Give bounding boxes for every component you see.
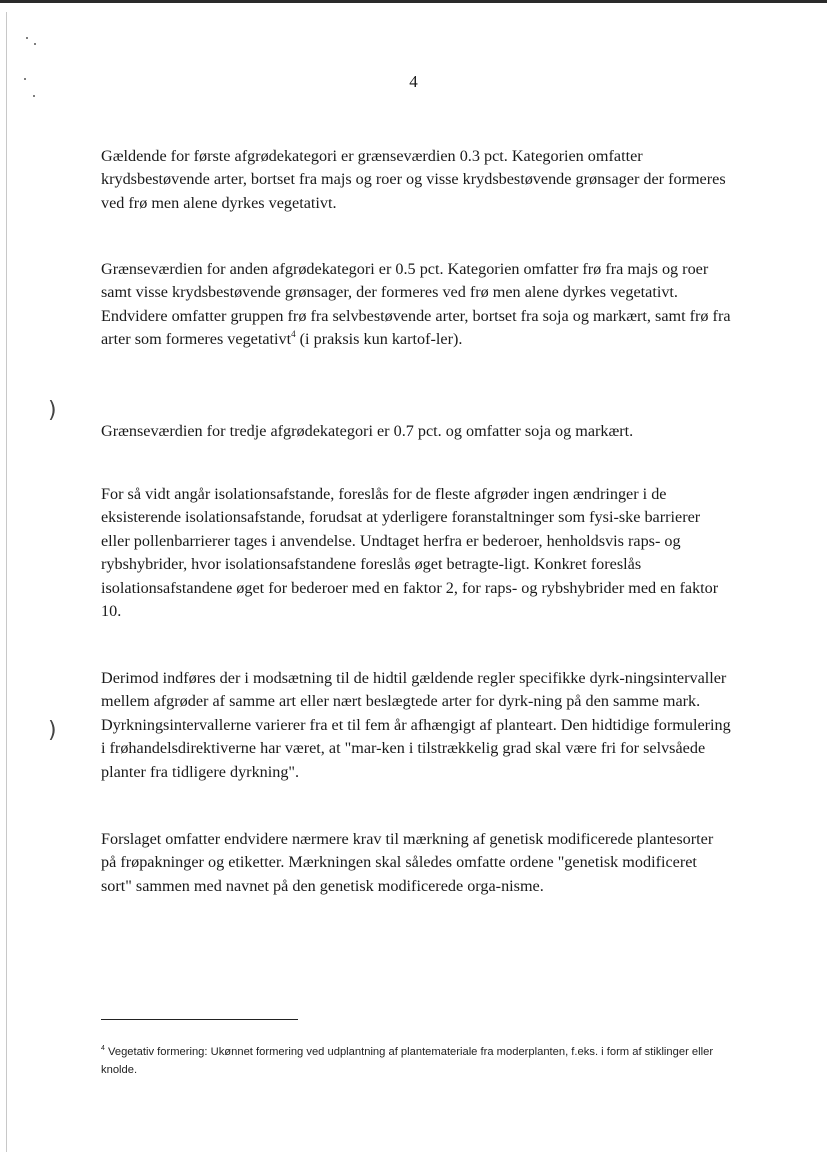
scan-speck [33, 95, 35, 97]
paragraph-6: Forslaget omfatter endvidere nærmere krav til mærkning af genetisk modificerede plantesorter på frøpakninger og etiketter. Mærkningen skal således omfatte ordene "genetisk modificeret sort" sammen med navnet på den genetisk modificerede orga-nisme. [101, 830, 714, 895]
page-number: 4 [409, 72, 418, 91]
footnote-text: Vegetativ formering: Ukønnet formering ved udplantning af plantemateriale fra moderplanten, f.eks. i form af stiklinger eller knolde. [101, 1046, 714, 1076]
footnote-reference: 4 [291, 329, 296, 340]
scan-left-edge [6, 12, 7, 1152]
scan-margin-mark: ) [48, 398, 57, 423]
footnote-marker: 4 [101, 1045, 105, 1052]
footnote [101, 1043, 751, 1079]
paragraph-4: For så vidt angår isolationsafstande, foreslås for de fleste afgrøder ingen ændringer i de eksisterende isolationsafstande, forudsat at yderligere foranstaltninger som fysi-ske barrierer eller pollenbarrierer tages i anvendelse. Undtaget herfra er bederoer, henholdsvis raps- og rybshybrider, hvor isolationsafstandene foreslås øget betragte-ligt. Konkret foreslås isolationsafstandene øget for bederoer med en faktor 2, for raps- og rybshybrider med en faktor 10. [101, 485, 719, 621]
paragraph-2-text-end: (i praksis kun kartof-ler). [295, 330, 463, 349]
paragraph-2-text: Grænseværdien for anden afgrødekategori er 0.5 pct. Kategorien omfatter frø fra majs og roer samt visse krydsbestøvende grønsager, der formeres ved frø men alene dyrkes vegetativt. Endvidere omfatter gruppen frø fra selvbestøvende arter, bortset fra soja og markært, samt frø fra arter som formeres vegetativt [101, 260, 731, 349]
scan-margin-mark: ) [48, 718, 57, 743]
footnote-divider [101, 1019, 298, 1020]
scan-speck [34, 43, 36, 45]
paragraph-2 [101, 258, 731, 352]
paragraph-5: Derimod indføres der i modsætning til de hidtil gældende regler specifikke dyrk-ningsintervaller mellem afgrøder af samme art eller nært beslægtede arter for dyrk-ning på den samme mark. Dyrkningsintervallerne varierer fra et til fem år afhængigt af planteart. Den hidtidige formulering i frøhandelsdirektiverne har været, at "mar-ken i tilstrækkelig grad skal være fri for selvsåede planter fra tidligere dyrkning". [101, 669, 731, 781]
paragraph-1: Gældende for første afgrødekategori er grænseværdien 0.3 pct. Kategorien omfatter krydsbestøvende arter, bortset fra majs og roer og visse krydsbestøvende grønsager der formeres ved frø men alene dyrkes vegetativt. [101, 147, 726, 212]
paragraph-3: Grænseværdien for tredje afgrødekategori er 0.7 pct. og omfatter soja og markært. [101, 422, 634, 440]
scan-speck [26, 37, 28, 39]
scan-top-border [0, 0, 827, 3]
